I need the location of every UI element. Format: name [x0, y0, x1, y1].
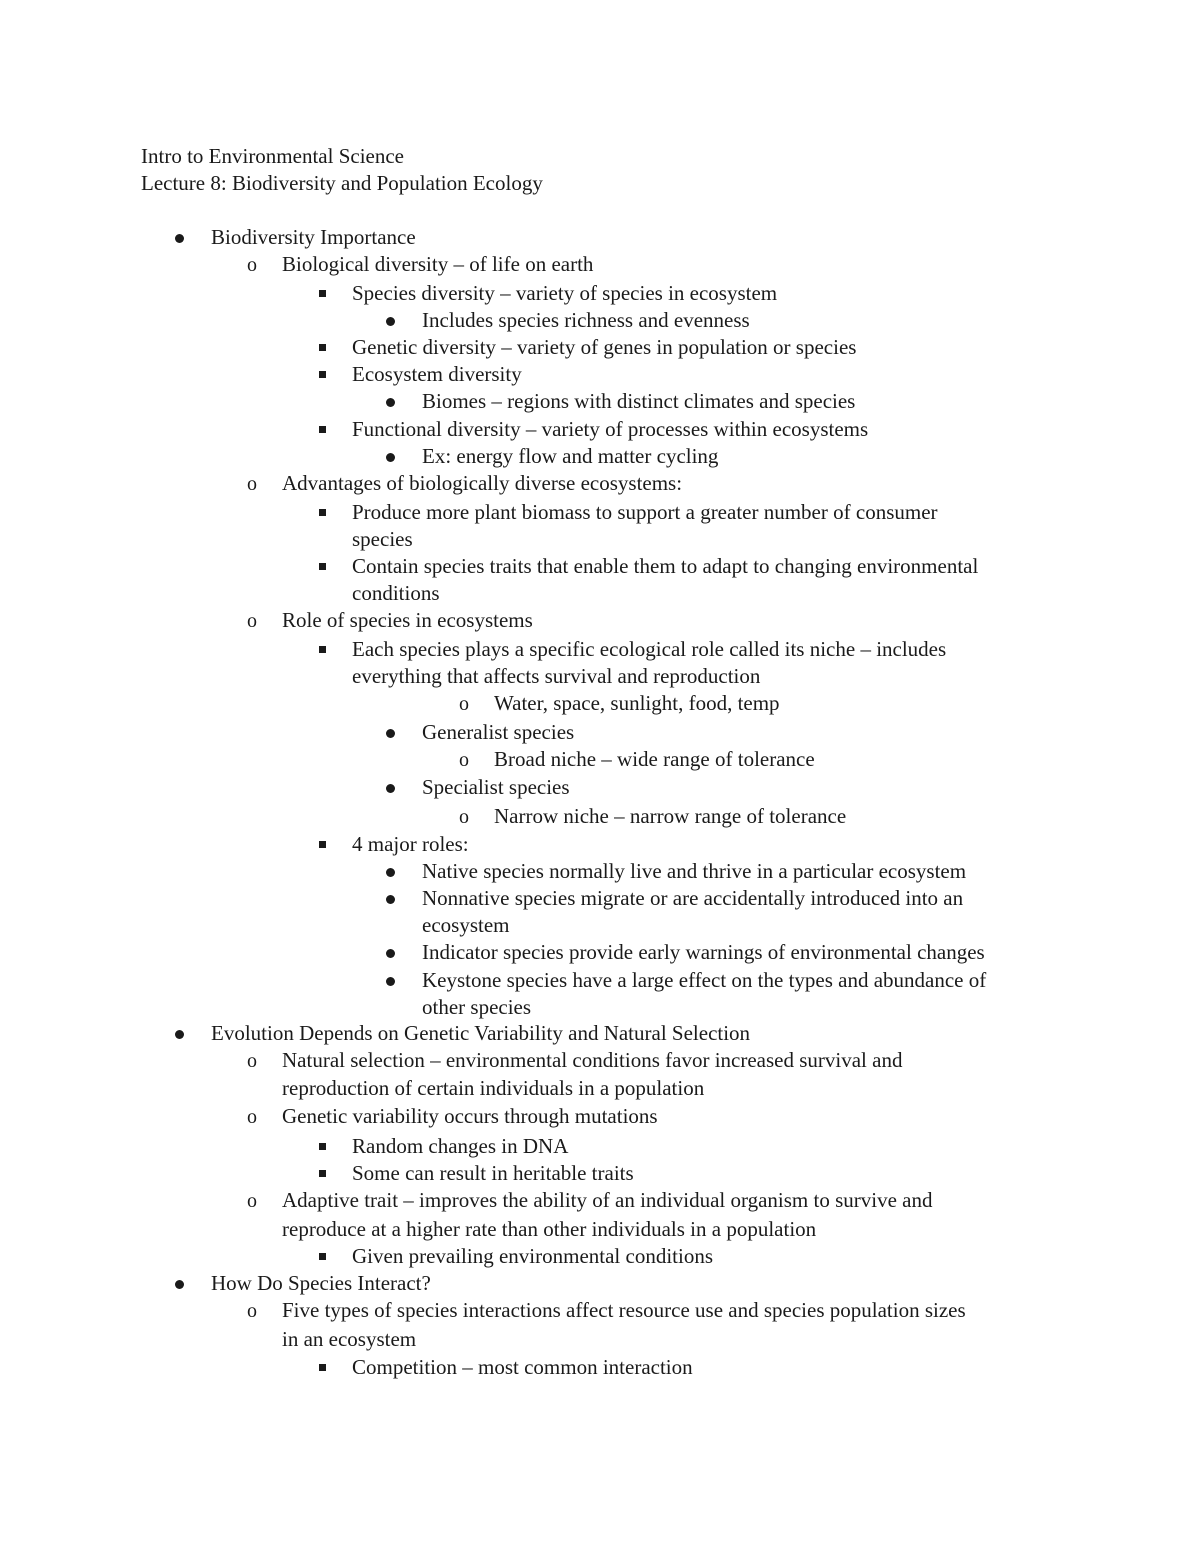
- outline-line: conditions: [352, 581, 440, 605]
- circle-bullet-icon: o: [459, 806, 469, 828]
- outline-line: reproduction of certain individuals in a population: [282, 1076, 705, 1100]
- outline-line: Biological diversity – of life on earth: [282, 252, 594, 276]
- circle-bullet-icon: o: [247, 473, 257, 495]
- outline-line: Genetic variability occurs through mutations: [282, 1104, 658, 1128]
- outline-line: Biodiversity Importance: [211, 225, 416, 249]
- circle-bullet-icon: o: [247, 1190, 257, 1212]
- outline-line: Competition – most common interaction: [352, 1355, 693, 1379]
- outline-line: Random changes in DNA: [352, 1134, 569, 1158]
- square-bullet-icon: [319, 1364, 326, 1371]
- square-bullet-icon: [319, 841, 326, 848]
- outline-line: Ecosystem diversity: [352, 362, 522, 386]
- circle-bullet-icon: o: [247, 610, 257, 632]
- circle-bullet-icon: o: [247, 1106, 257, 1128]
- disc-bullet-icon: [386, 317, 395, 326]
- square-bullet-icon: [319, 1253, 326, 1260]
- lecture-title: Lecture 8: Biodiversity and Population Ecology: [141, 171, 543, 195]
- outline-line: Given prevailing environmental conditions: [352, 1244, 713, 1268]
- circle-bullet-icon: o: [459, 693, 469, 715]
- outline-line: other species: [422, 995, 532, 1019]
- outline-line: Contain species traits that enable them to adapt to changing environmental: [352, 554, 979, 578]
- square-bullet-icon: [319, 290, 326, 297]
- outline-line: Adaptive trait – improves the ability of an individual organism to survive and: [282, 1188, 933, 1212]
- disc-bullet-icon: [386, 977, 395, 986]
- circle-bullet-icon: o: [247, 254, 257, 276]
- square-bullet-icon: [319, 646, 326, 653]
- outline-line: Natural selection – environmental conditions favor increased survival and: [282, 1048, 903, 1072]
- outline-line: Some can result in heritable traits: [352, 1161, 634, 1185]
- disc-bullet-icon: [386, 398, 395, 407]
- outline-line: Native species normally live and thrive in a particular ecosystem: [422, 859, 967, 883]
- disc-bullet-icon: [386, 729, 395, 738]
- outline-line: Species diversity – variety of species in ecosystem: [352, 281, 778, 305]
- disc-bullet-icon: [386, 949, 395, 958]
- disc-bullet-icon: [175, 1030, 184, 1039]
- circle-bullet-icon: o: [459, 749, 469, 771]
- outline-line: How Do Species Interact?: [211, 1271, 431, 1295]
- outline-line: Water, space, sunlight, food, temp: [494, 691, 780, 715]
- square-bullet-icon: [319, 1170, 326, 1177]
- disc-bullet-icon: [386, 453, 395, 462]
- square-bullet-icon: [319, 509, 326, 516]
- outline-line: Broad niche – wide range of tolerance: [494, 747, 815, 771]
- outline-line: Produce more plant biomass to support a greater number of consumer: [352, 500, 938, 524]
- outline-line: 4 major roles:: [352, 832, 469, 856]
- outline-line: reproduce at a higher rate than other individuals in a population: [282, 1217, 817, 1241]
- square-bullet-icon: [319, 344, 326, 351]
- course-title: Intro to Environmental Science: [141, 144, 405, 168]
- outline-line: Genetic diversity – variety of genes in population or species: [352, 335, 857, 359]
- circle-bullet-icon: o: [247, 1300, 257, 1322]
- square-bullet-icon: [319, 563, 326, 570]
- outline-line: Generalist species: [422, 720, 575, 744]
- outline-line: Narrow niche – narrow range of tolerance: [494, 804, 847, 828]
- disc-bullet-icon: [386, 895, 395, 904]
- outline-line: ecosystem: [422, 913, 510, 937]
- outline-line: Five types of species interactions affect resource use and species population sizes: [282, 1298, 966, 1322]
- outline-line: Biomes – regions with distinct climates and species: [422, 389, 856, 413]
- outline-line: Nonnative species migrate or are accidentally introduced into an: [422, 886, 964, 910]
- outline-line: Specialist species: [422, 775, 570, 799]
- outline-line: Ex: energy flow and matter cycling: [422, 444, 719, 468]
- outline-line: Each species plays a specific ecological role called its niche – includes: [352, 637, 947, 661]
- square-bullet-icon: [319, 371, 326, 378]
- circle-bullet-icon: o: [247, 1050, 257, 1072]
- disc-bullet-icon: [386, 868, 395, 877]
- outline-line: everything that affects survival and reproduction: [352, 664, 761, 688]
- outline-line: species: [352, 527, 413, 551]
- outline-line: Keystone species have a large effect on the types and abundance of: [422, 968, 987, 992]
- outline-line: Advantages of biologically diverse ecosystems:: [282, 471, 683, 495]
- square-bullet-icon: [319, 426, 326, 433]
- outline-line: Includes species richness and evenness: [422, 308, 750, 332]
- outline-line: Role of species in ecosystems: [282, 608, 533, 632]
- outline-line: Functional diversity – variety of processes within ecosystems: [352, 417, 869, 441]
- disc-bullet-icon: [175, 1280, 184, 1289]
- outline-line: in an ecosystem: [282, 1327, 417, 1351]
- square-bullet-icon: [319, 1143, 326, 1150]
- outline-line: Evolution Depends on Genetic Variability and Natural Selection: [211, 1021, 751, 1045]
- disc-bullet-icon: [175, 234, 184, 243]
- outline-line: Indicator species provide early warnings of environmental changes: [422, 940, 985, 964]
- disc-bullet-icon: [386, 784, 395, 793]
